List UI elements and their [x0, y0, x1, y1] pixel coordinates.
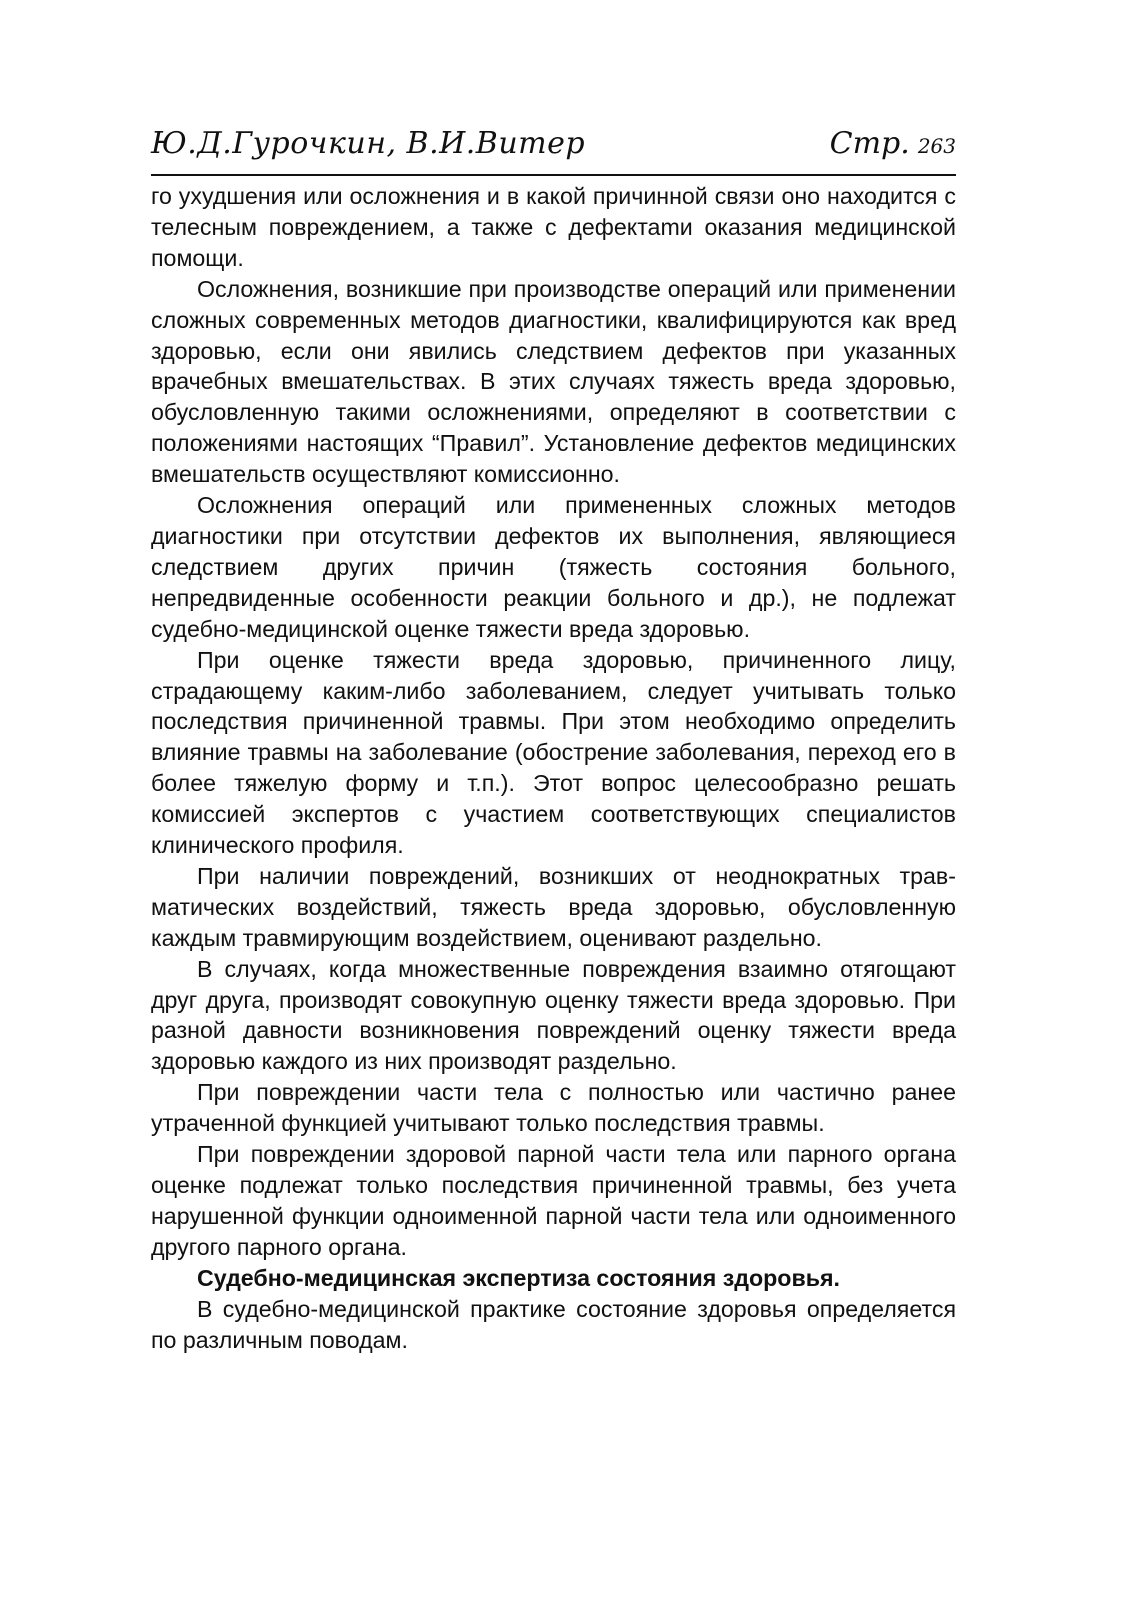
paragraph: При повреждении части тела с полностью или частично ранее утраченной функцией учитывают только последствия травмы. — [151, 1079, 956, 1137]
paragraph: При наличии повреждений, возникших от неоднократных травматических воздействий, тяжесть вреда здоровью, обусловленную каждым травмирующим воздействием, оценивают раздельно. — [151, 862, 956, 951]
paragraph: Осложнения, возникшие при производстве операций или применении сложных современных методов диагностики, квалифицируются как вред здоровью, если они явились следствием дефектов при указанных врачебных вмешательствах. В этих случаях тяжесть вреда здоровью, обусловленную такими осложнениями, определяют в соответствии с положениями настоящих “Правил”. Установление дефектов медицинских вмешательств осуществляют комиссионно. — [151, 275, 956, 488]
page-label: Стр. — [829, 126, 910, 161]
header-rule — [151, 174, 956, 176]
paragraph: При оценке тяжести вреда здоровью, причиненного лицу, страдающему каким-либо заболеванием, следует учитывать только последствия причиненной травмы. При этом необходимо определить влияние травмы на заболевание (обострение заболевания, переход его в более тяжелую форму и т.п.). Этот вопрос целесообразно решать комиссией экспертов с участием соответствующих специалистов клинического профиля. — [151, 646, 956, 859]
section-heading: Судебно-медицинская экспертиза состояния здоровья. — [197, 1264, 840, 1291]
paragraph: В случаях, когда множественные повреждения взаимно отягощают друг друга, производят совокупную оценку тяжести вреда здоровью. При разной давности возникновения повреждений оценку тяжести вреда здоровью каждого из них производят раздельно. — [151, 955, 956, 1075]
paragraph-continuation: го ухудшения или осложнения и в какой причинной связи оно находится с телесным повреждением, а также с дефектаmи оказания медицинской помощи. — [151, 183, 956, 271]
header-authors: Ю.Д.Гурочкин, В.И.Витер — [151, 126, 586, 161]
paragraph: В судебно-медицинской практике состояние здоровья определяется по различным поводам. — [151, 1295, 956, 1353]
page-body — [151, 181, 956, 1355]
paragraph: При повреждении здоровой парной части тела или парного органа оценке подлежат только последствия причиненной травмы, без учета нарушенной функции одноименной парной части тела или одноименного другого парного органа. — [151, 1141, 956, 1260]
page-number: 263 — [917, 134, 956, 158]
paragraph: Осложнения операций или примененных сложных методов диагностики при отсутствии дефектов их выполнения, являющиеся следствием других причин (тяжесть состояния больного, непредвиденные особенности реакции больного и др.), не подлежат судебно-медицинской оценке тяжести вреда здоровью. — [151, 492, 956, 642]
running-header — [151, 124, 956, 166]
header-page-label — [830, 124, 956, 166]
